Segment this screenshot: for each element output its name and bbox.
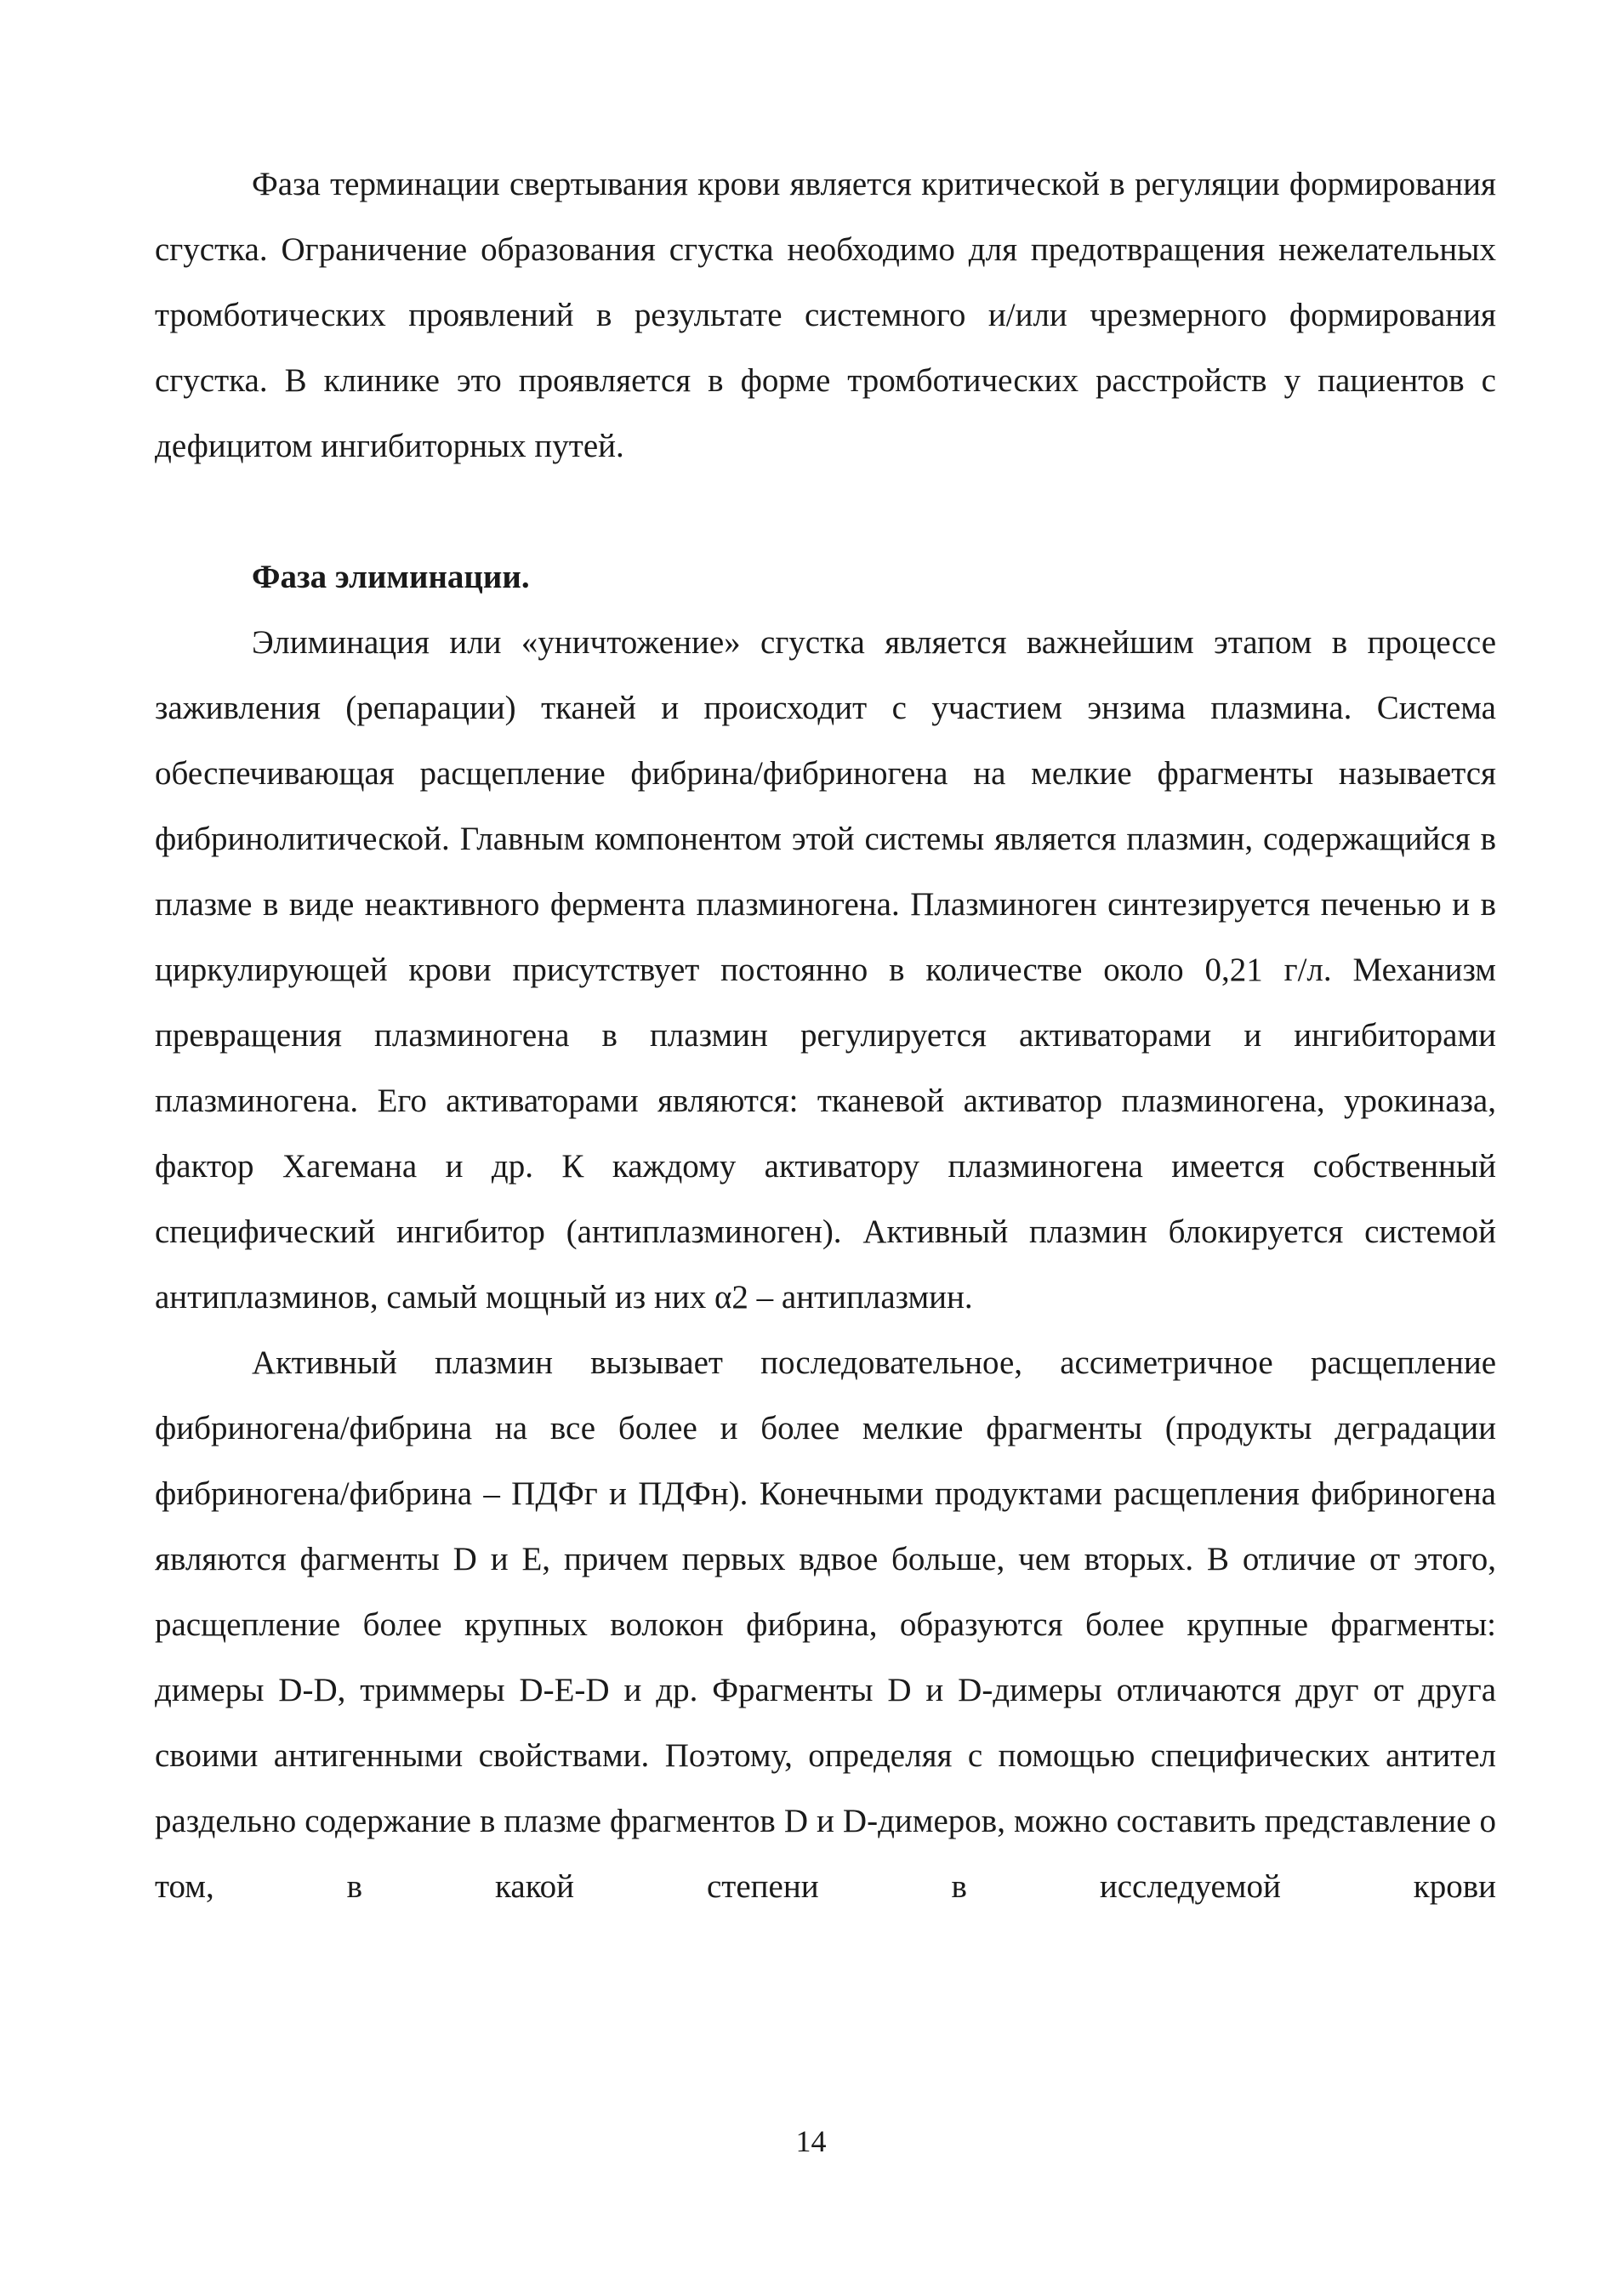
- section-heading: Фаза элиминации.: [252, 559, 530, 595]
- paragraph-elimination: Элиминация или «уничтожение» сгустка является важнейшим этапом в процессе заживления (репарации) тканей и происходит с участием энзима плазмина. Система обеспечивающая расщепление фибрина/фибриногена на мелкие фрагменты называется фибринолитической. Главным компонентом этой системы является плазмин, содержащийся в плазме в виде неактивного фермента плазминогена. Плазминоген синтезируется печенью и в циркулирующей крови присутствует постоянно в количестве около 0,21 г/л. Механизм превращения плазминогена в плазмин регулируется активаторами и ингибиторами плазминогена. Его активаторами являются: тканевой активатор плазминогена, урокиназа, фактор Хагемана и др. К каждому активатору плазминогена имеется собственный специфический ингибитор (антиплазминоген). Активный плазмин блокируется системой антиплазминов, самый мощный из них α2 – антиплазмин.: [155, 624, 1496, 1316]
- paragraph-plasmin: Активный плазмин вызывает последовательное, ассиметричное расщепление фибриногена/фибрина на все более и более мелкие фрагменты (продукты деградации фибриногена/фибрина – ПДФг и ПДФн). Конечными продуктами расщепления фибриногена являются фагменты D и E, причем первых вдвое больше, чем вторых. В отличие от этого, расщепление более крупных волокон фибрина, образуются более крупные фрагменты: димеры D-D, триммеры D-E-D и др. Фрагменты D и D-димеры отличаются друг от друга своими антигенными свойствами. Поэтому, определяя с помощью специфических антител раздельно содержание в плазме фрагментов D и D-димеров, можно составить представление о том, в какой степени в исследуемой крови: [155, 1344, 1496, 1905]
- page-number: 14: [795, 2124, 827, 2158]
- text-body: [155, 151, 1496, 1919]
- paragraph-termination-phase: Фаза терминации свертывания крови является критической в регуляции формирования сгустка. Ограничение образования сгустка необходимо для предотвращения нежелательных тромботических проявлений в результате системного и/или чрезмерного формирования сгустка. В клинике это проявляется в форме тромботических расстройств у пациентов с дефицитом ингибиторных путей.: [155, 166, 1496, 464]
